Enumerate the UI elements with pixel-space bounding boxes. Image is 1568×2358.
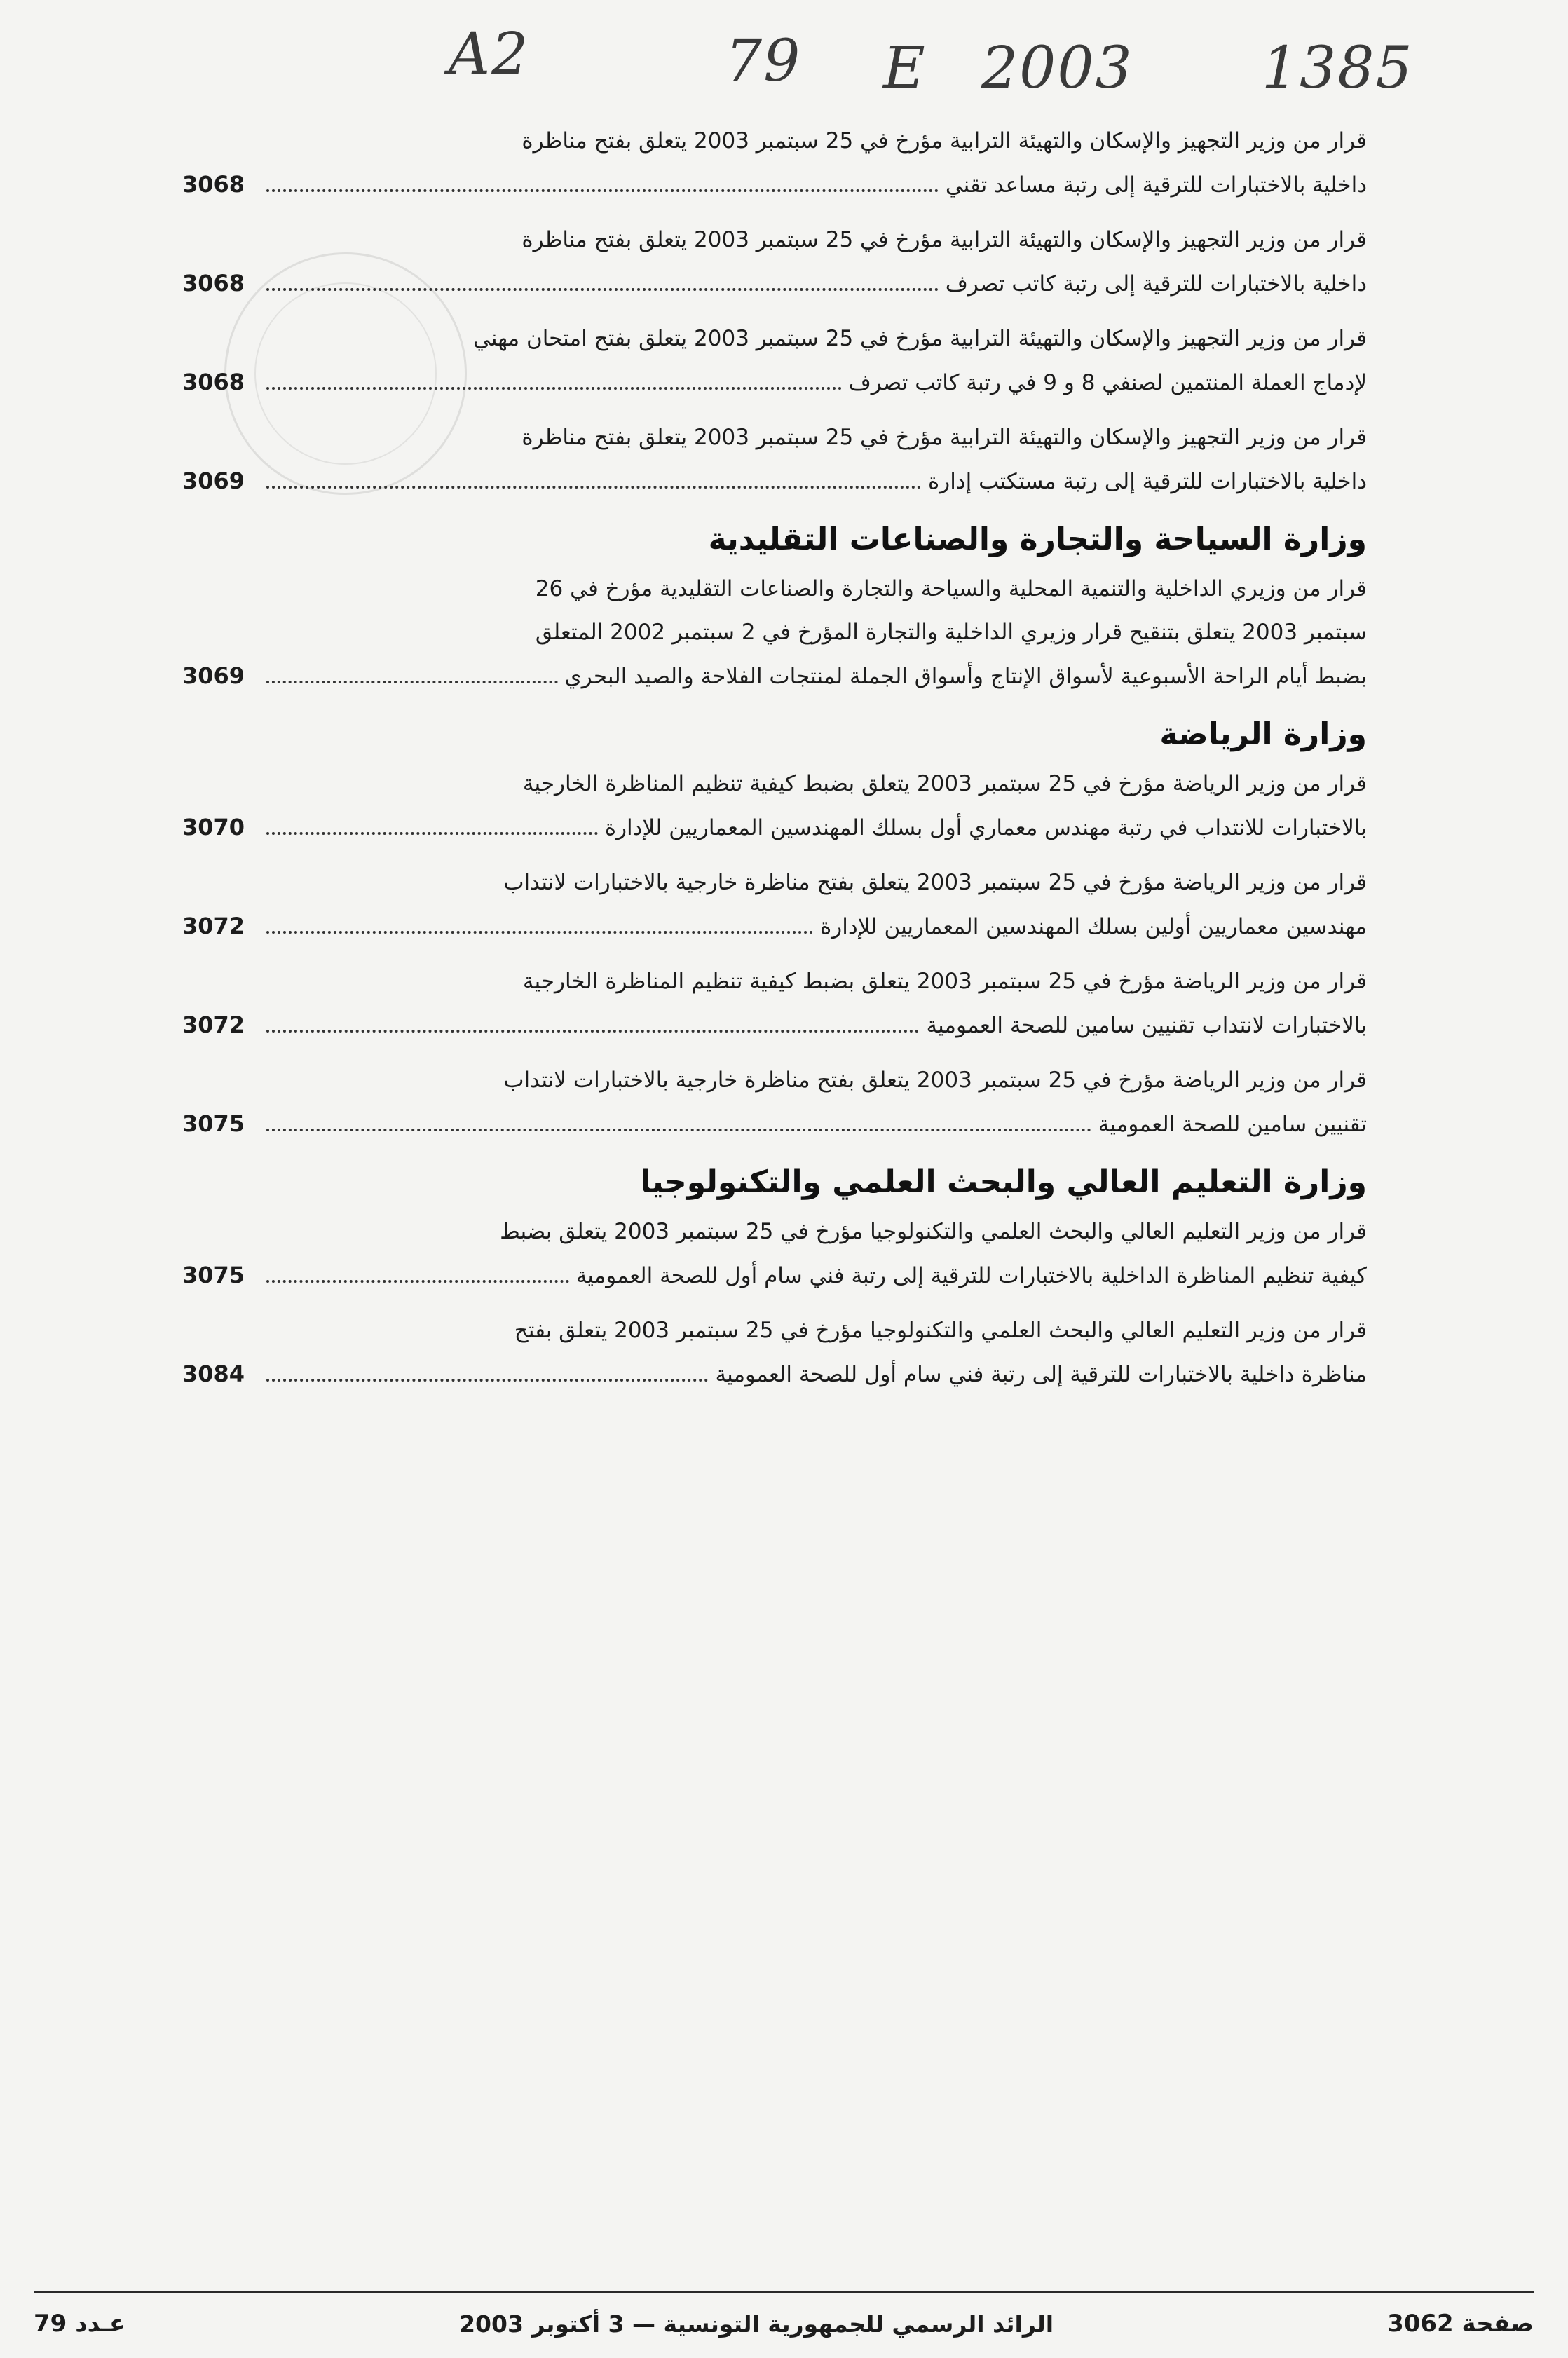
entry-text-line: قرار من وزير التجهيز والإسكان والتهيئة الترابية مؤرخ في 25 سبتمبر 2003 يتعلق بفتح امتحان مهني	[473, 326, 1367, 351]
entry-page-number: 3084	[182, 1361, 245, 1387]
entry-page-number: 3070	[182, 814, 245, 840]
entry-page-number: 3072	[182, 1011, 245, 1038]
toc-entry	[182, 416, 1367, 503]
table-of-contents	[182, 119, 1367, 1408]
dot-leader	[266, 387, 842, 390]
entry-last-line	[182, 1102, 1367, 1146]
toc-entry	[182, 1210, 1367, 1297]
entry-last-line	[182, 360, 1367, 404]
entry-text-line: قرار من وزير الرياضة مؤرخ في 25 سبتمبر 2003 يتعلق بفتح مناظرة خارجية بالاختبارات لانتداب	[503, 1068, 1367, 1093]
toc-entry	[182, 861, 1367, 948]
entry-page-number: 3069	[182, 662, 245, 689]
entry-last-line	[182, 805, 1367, 850]
toc-entry	[182, 1058, 1367, 1146]
toc-entry	[182, 317, 1367, 404]
entry-last-line	[182, 1003, 1367, 1047]
dot-leader	[266, 189, 939, 192]
handwritten-annotations	[0, 21, 1568, 119]
dot-leader	[266, 832, 598, 835]
toc-entry	[182, 960, 1367, 1047]
entry-text-line: قرار من وزير التجهيز والإسكان والتهيئة الترابية مؤرخ في 25 سبتمبر 2003 يتعلق بفتح مناظرة	[521, 128, 1367, 154]
entry-text-line: قرار من وزير التجهيز والإسكان والتهيئة الترابية مؤرخ في 25 سبتمبر 2003 يتعلق بفتح مناظرة	[521, 227, 1367, 252]
dot-leader	[266, 486, 921, 489]
publication-title: الرائد الرسمي للجمهورية التونسية — 3 أكتوبر 2003	[459, 2310, 1054, 2338]
entry-text-line: بضبط أيام الراحة الأسبوعية لأسواق الإنتاج وأسواق الجملة لمنتجات الفلاحة والصيد البحري	[564, 664, 1367, 689]
entry-page-number: 3075	[182, 1110, 245, 1137]
dot-leader	[266, 1129, 1091, 1131]
section-title: وزارة التعليم العالي والبحث العلمي والتكنولوجيا	[640, 1164, 1367, 1200]
handwritten-note: A2	[449, 21, 530, 88]
toc-entry	[182, 567, 1367, 698]
page-number: صفحة 3062	[1387, 2310, 1534, 2338]
entry-text-line: داخلية بالاختبارات للترقية إلى رتبة كاتب تصرف	[945, 271, 1367, 297]
section-title: وزارة السياحة والتجارة والصناعات التقليدية	[708, 522, 1367, 557]
entry-page-number: 3075	[182, 1262, 245, 1288]
handwritten-note: 1385	[1262, 35, 1414, 102]
toc-entry	[182, 762, 1367, 850]
handwritten-note: E	[883, 35, 927, 102]
toc-section	[182, 119, 1367, 503]
toc-section	[182, 716, 1367, 1146]
handwritten-note: 79	[725, 28, 802, 95]
entry-last-line	[182, 163, 1367, 207]
toc-entry	[182, 1309, 1367, 1396]
handwritten-note: 2003	[981, 35, 1133, 102]
entry-text-line: تقنيين سامين للصحة العمومية	[1098, 1112, 1367, 1137]
entry-text-line: داخلية بالاختبارات للترقية إلى رتبة مستكتب إدارة	[928, 469, 1367, 494]
entry-text-line: قرار من وزير التعليم العالي والبحث العلمي والتكنولوجيا مؤرخ في 25 سبتمبر 2003 يتعلق بضبط	[500, 1219, 1367, 1244]
entry-page-number: 3068	[182, 369, 245, 395]
entry-last-line	[182, 654, 1367, 698]
section-title: وزارة الرياضة	[1159, 716, 1367, 752]
dot-leader	[266, 931, 813, 934]
entry-text-line: مناظرة داخلية بالاختبارات للترقية إلى رتبة فني سام أول للصحة العمومية	[715, 1362, 1367, 1387]
entry-last-line	[182, 1253, 1367, 1297]
entry-text-line: قرار من وزير الرياضة مؤرخ في 25 سبتمبر 2003 يتعلق بفتح مناظرة خارجية بالاختبارات لانتداب	[503, 870, 1367, 895]
toc-entry	[182, 119, 1367, 207]
entry-text-line: قرار من وزير الرياضة مؤرخ في 25 سبتمبر 2003 يتعلق بضبط كيفية تنظيم المناظرة الخارجية	[522, 969, 1367, 994]
dot-leader	[266, 1030, 919, 1033]
entry-text-line: لإدماج العملة المنتمين لصنفي 8 و 9 في رتبة كاتب تصرف	[848, 370, 1367, 395]
entry-last-line	[182, 459, 1367, 503]
entry-text-line: مهندسين معماريين أولين بسلك المهندسين المعماريين للإدارة	[820, 914, 1367, 939]
entry-page-number: 3069	[182, 468, 245, 494]
entry-page-number: 3072	[182, 913, 245, 939]
toc-section	[182, 522, 1367, 698]
entry-text-line: قرار من وزيري الداخلية والتنمية المحلية والسياحة والتجارة والصناعات التقليدية مؤرخ في 26	[535, 576, 1367, 601]
entry-page-number: 3068	[182, 171, 245, 198]
toc-entry	[182, 218, 1367, 306]
entry-page-number: 3068	[182, 270, 245, 297]
dot-leader	[266, 288, 939, 291]
dot-leader	[266, 1379, 708, 1382]
entry-text-line: سبتمبر 2003 يتعلق بتنقيح قرار وزيري الداخلية والتجارة المؤرخ في 2 سبتمبر 2002 المتعلق	[535, 620, 1367, 645]
entry-last-line	[182, 1352, 1367, 1396]
toc-section	[182, 1164, 1367, 1396]
entry-text-line: كيفية تنظيم المناظرة الداخلية بالاختبارات للترقية إلى رتبة فني سام أول للصحة العمومية	[575, 1263, 1367, 1288]
page-footer	[34, 2291, 1534, 2345]
dot-leader	[266, 681, 558, 683]
entry-text-line: قرار من وزير الرياضة مؤرخ في 25 سبتمبر 2003 يتعلق بضبط كيفية تنظيم المناظرة الخارجية	[522, 771, 1367, 796]
entry-text-line: قرار من وزير التعليم العالي والبحث العلمي والتكنولوجيا مؤرخ في 25 سبتمبر 2003 يتعلق بفتح	[514, 1318, 1367, 1343]
entry-text-line: قرار من وزير التجهيز والإسكان والتهيئة الترابية مؤرخ في 25 سبتمبر 2003 يتعلق بفتح مناظرة	[521, 425, 1367, 450]
entry-text-line: بالاختبارات للانتداب في رتبة مهندس معماري أول بسلك المهندسين المعماريين للإدارة	[604, 815, 1367, 840]
entry-last-line	[182, 904, 1367, 948]
entry-last-line	[182, 261, 1367, 306]
issue-number: عـدد 79	[34, 2310, 126, 2338]
entry-text-line: داخلية بالاختبارات للترقية إلى رتبة مساعد تقني	[945, 172, 1367, 198]
dot-leader	[266, 1280, 569, 1283]
entry-text-line: بالاختبارات لانتداب تقنيين سامين للصحة العمومية	[926, 1013, 1367, 1038]
